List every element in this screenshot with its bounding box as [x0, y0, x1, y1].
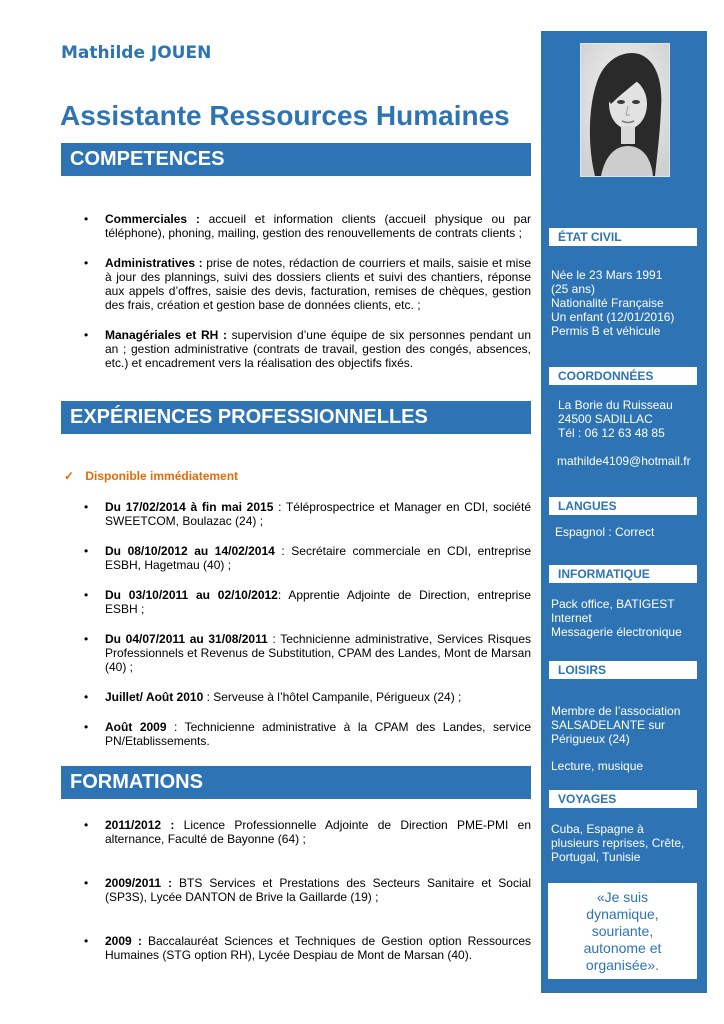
profile-photo: [580, 43, 670, 177]
sidebar-title-coordonnees: COORDONNÉES: [549, 367, 697, 385]
item-label: 2011/2012 :: [105, 818, 175, 832]
availability-note: [64, 469, 238, 483]
langues-line: Espagnol : Correct: [555, 525, 655, 539]
loisirs-block: [551, 704, 706, 746]
personal-quote: [548, 883, 697, 979]
item-label: Juillet/ Août 2010: [105, 690, 204, 704]
informatique-block: [551, 597, 706, 639]
list-item: [81, 690, 531, 704]
quote-line: «Je suis: [596, 889, 649, 905]
item-label: Managériales et RH :: [105, 328, 227, 342]
section-title-experiences: EXPÉRIENCES PROFESSIONNELLES: [61, 401, 531, 434]
section-title-formations: FORMATIONS: [61, 766, 531, 799]
quote-line: organisée».: [585, 957, 660, 973]
item-label: Du 08/10/2012 au 14/02/2014: [105, 544, 275, 558]
item-label: Août 2009: [105, 720, 167, 734]
item-text: : Apprentie Adjointe de Direction, entreprise ESBH ;: [105, 588, 531, 616]
item-text: accueil et information clients (accueil physique ou par téléphone), phoning, mailing, gestion des renouvellements de contrats clients ;: [105, 212, 532, 240]
item-text: : Secrétaire commerciale en CDI, entreprise ESBH, Hagetmau (40) ;: [105, 544, 531, 572]
list-item: [81, 876, 531, 904]
list-item: [81, 632, 531, 674]
etat-civil-line: Née le 23 Mars 1991: [551, 268, 663, 282]
list-item: [81, 588, 531, 616]
email-address[interactable]: mathilde4109@hotmail.fr: [557, 454, 691, 468]
list-item: [81, 500, 531, 528]
check-icon: ✓: [64, 469, 75, 483]
informatique-line: Internet: [551, 611, 592, 625]
informatique-line: Pack office, BATIGEST: [551, 597, 675, 611]
sidebar-title-langues: LANGUES: [549, 497, 697, 515]
loisirs-line: Membre de l’association: [551, 704, 681, 718]
etat-civil-line: Nationalité Française: [551, 296, 664, 310]
quote-line: autonome et: [583, 940, 662, 956]
item-label: Commerciales :: [105, 212, 200, 226]
candidate-name: Mathilde JOUEN: [61, 43, 212, 63]
list-item: [81, 934, 531, 962]
item-label: Du 17/02/2014 à fin mai 2015: [105, 500, 274, 514]
voyages-line: plusieurs reprises, Crête,: [551, 836, 685, 850]
availability-text: Disponible immédiatement: [85, 469, 239, 483]
formations-list: [81, 818, 531, 962]
item-text: prise de notes, rédaction de courriers et mails, saisie et mise à jour des plannings, suivi des dossiers clients et suivi des chantiers, réponse aux appels d’offres, saisie des devis, facturation, remises de chèques, gestion des frais, création et gestion base de données clients, etc. ;: [105, 256, 531, 312]
portrait-image: [581, 44, 669, 176]
competences-list: [81, 212, 531, 370]
list-item: [81, 212, 531, 240]
informatique-line: Messagerie électronique: [551, 625, 682, 639]
list-item: [81, 256, 531, 312]
experiences-list: [81, 500, 531, 748]
voyages-line: Portugal, Tunisie: [551, 850, 641, 864]
item-text: Baccalauréat Sciences et Techniques de Gestion option Ressources Humaines (STG option RH), Lycée Despiau de Mont de Marsan (40).: [105, 934, 531, 962]
job-title: Assistante Ressources Humaines: [60, 100, 510, 131]
coordonnees-block: [558, 398, 703, 440]
etat-civil-line: Un enfant (12/01/2016): [551, 310, 675, 324]
sidebar-title-etat-civil: ÉTAT CIVIL: [549, 228, 697, 246]
item-text: : Téléprospectrice et Manager en CDI, société SWEETCOM, Boulazac (24) ;: [105, 500, 531, 528]
item-label: 2009/2011 :: [105, 876, 173, 890]
voyages-line: Cuba, Espagne à: [551, 822, 644, 836]
etat-civil-line: Permis B et véhicule: [551, 324, 661, 338]
sidebar-title-voyages: VOYAGES: [549, 790, 697, 808]
phone-number: Tél : 06 12 63 48 85: [558, 426, 665, 440]
list-item: [81, 720, 531, 748]
quote-line: dynamique,: [586, 906, 659, 922]
address-line: La Borie du Ruisseau: [558, 398, 673, 412]
item-text: Licence Professionnelle Adjointe de Direction PME-PMI en alternance, Faculté de Bayonne (64) ;: [105, 818, 531, 846]
list-item: [81, 818, 531, 846]
voyages-block: [551, 822, 706, 864]
loisirs-line: Périgueux (24): [551, 732, 630, 746]
item-text: BTS Services et Prestations des Secteurs Sanitaire et Social (SP3S), Lycée DANTON de Brive la Gaillarde (19) ;: [105, 876, 531, 904]
item-text: supervision d’une équipe de six personnes pendant un an ; gestion administrative (contrats de travail, gestion des congés, absences, etc.) et encadrement vers la réalisation des objectifs fixés.: [105, 328, 531, 370]
list-item: [81, 544, 531, 572]
section-title-competences: COMPETENCES: [61, 143, 531, 176]
item-label: Du 04/07/2011 au 31/08/2011: [105, 632, 268, 646]
item-text: : Serveuse à l’hôtel Campanile, Périgueux (24) ;: [203, 690, 462, 704]
item-label: Du 03/10/2011 au 02/10/2012: [105, 588, 278, 602]
quote-line: souriante,: [591, 923, 654, 939]
item-label: 2009 :: [105, 934, 142, 948]
loisirs-extra: Lecture, musique: [551, 759, 644, 773]
item-label: Administratives :: [105, 256, 203, 270]
item-text: : Technicienne administrative, Services Risques Professionnels et Revenus de Substitution, CPAM des Landes, Mont de Marsan (40) ;: [105, 632, 531, 674]
etat-civil-line: (25 ans): [551, 282, 596, 296]
sidebar-title-informatique: INFORMATIQUE: [549, 565, 697, 583]
list-item: [81, 328, 531, 370]
sidebar-title-loisirs: LOISIRS: [549, 661, 697, 679]
item-text: : Technicienne administrative à la CPAM des Landes, service PN/Etablissements.: [105, 720, 531, 748]
address-line: 24500 SADILLAC: [558, 412, 653, 426]
loisirs-line: SALSADELANTE sur: [551, 718, 666, 732]
etat-civil-block: [551, 268, 701, 338]
